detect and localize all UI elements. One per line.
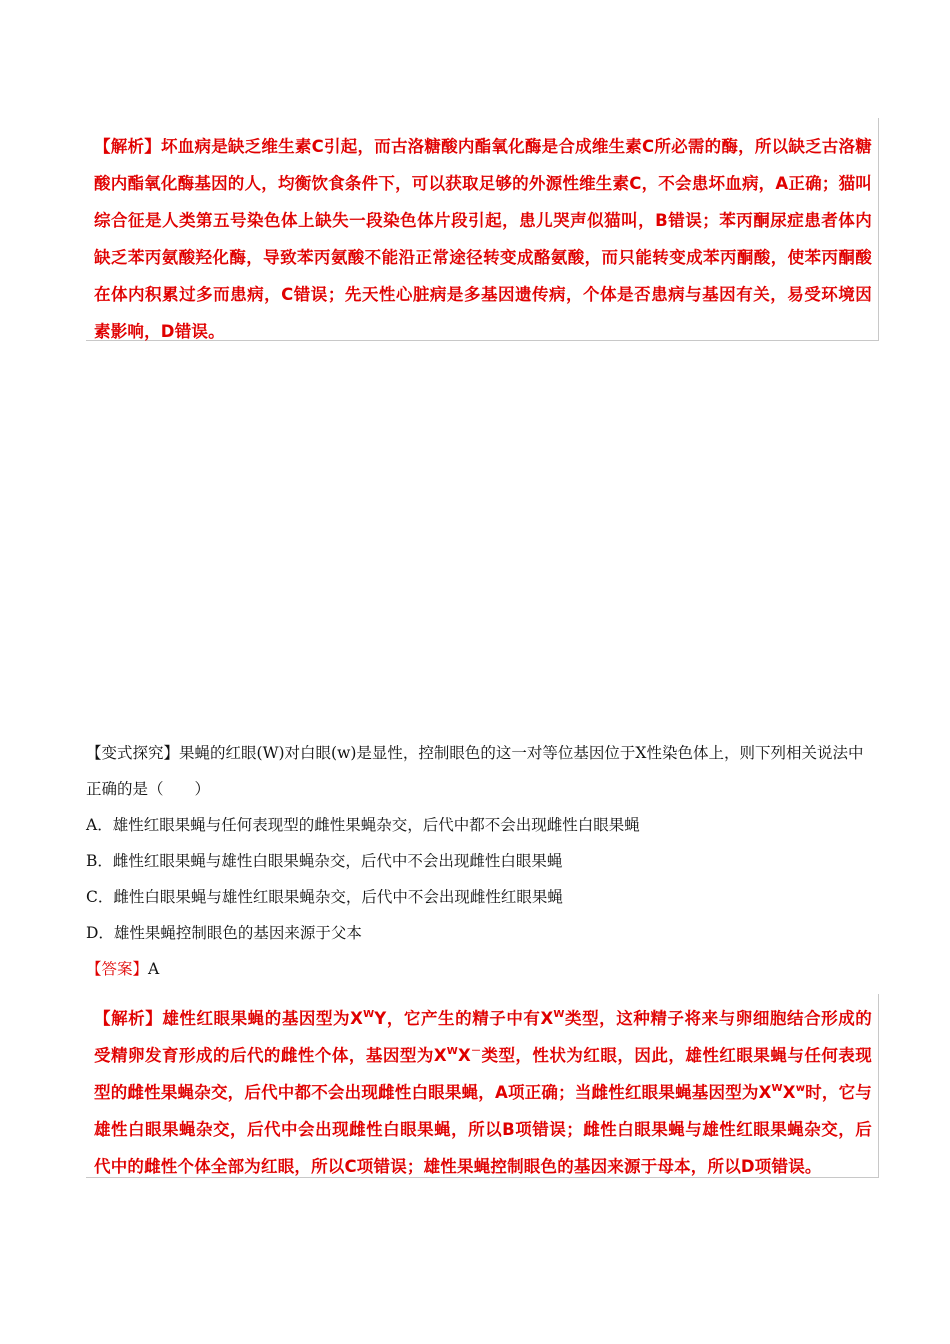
question-tag: 【变式探究】 <box>86 744 180 762</box>
analysis-2-sup1: W <box>363 1009 375 1020</box>
analysis-2-part6: X <box>782 1083 796 1102</box>
analysis-2-part5: 类型，性状为红眼，因此，雄性红眼果蝇与任何表现型的雌性果蝇杂交，后代中都不会出现雌性白眼果蝇，A项正确；当雌性红眼果蝇基因型为X <box>94 1046 873 1102</box>
analysis-2-sup6: w <box>795 1083 806 1094</box>
analysis-2-part3: 类型，这种精子将来与卵细胞结合形成的受精卵发育形成的后代的雌性个体，基因型为X <box>94 1009 872 1065</box>
analysis-2-part4: X <box>458 1046 471 1065</box>
analysis-2-part1: 雄性红眼果蝇的基因型为X <box>162 1009 364 1028</box>
option-d: D．雄性果蝇控制眼色的基因来源于父本 <box>86 924 362 942</box>
analysis-1-tag: 【解析】 <box>94 137 161 156</box>
analysis-2-sup2: W <box>553 1009 565 1020</box>
option-a: A．雄性红眼果蝇与任何表现型的雌性果蝇杂交，后代中都不会出现雌性白眼果蝇 <box>86 816 640 834</box>
analysis-box-2 <box>86 994 879 1178</box>
variant-question <box>86 735 876 987</box>
answer-line <box>86 951 876 987</box>
answer-tag: 【答案】 <box>86 960 149 978</box>
analysis-2-sup4: － <box>470 1046 482 1057</box>
analysis-1-text: 坏血病是缺乏维生素C引起，而古洛糖酸内酯氧化酶是合成维生素C所必需的酶，所以缺乏古洛糖酸内酯氧化酶基因的人，均衡饮食条件下，可以获取足够的外源性维生素C，不会患坏血病，A正确；猫叫综合征是人类第五号染色体上缺失一段染色体片段引起，患儿哭声似猫叫，B错误；苯丙酮尿症患者体内缺乏苯丙氨酸羟化酶，导致苯丙氨酸不能沿正常途径转变成酪氨酸，而只能转变成苯丙酮酸，使苯丙酮酸在体内积累过多而患病，C错误；先天性心脏病是多基因遗传病，个体是否患病与基因有关，易受环境因素影响，D错误。 <box>94 137 872 341</box>
analysis-2-sup3: W <box>446 1046 459 1057</box>
analysis-2-sup5: W <box>771 1083 783 1094</box>
analysis-2-part7: 时，它与雄性白眼果蝇杂交，后代中会出现雌性白眼果蝇，所以B项错误；雌性白眼果蝇与雄性红眼果蝇杂交，后代中的雌性个体全部为红眼，所以C项错误；雄性果蝇控制眼色的基因来源于母本，所以D项错误。 <box>94 1083 872 1176</box>
analysis-2-part2: Y，它产生的精子中有X <box>374 1009 554 1028</box>
question-stem-text: 果蝇的红眼(W)对白眼(w)是显性，控制眼色的这一对等位基因位于X性染色体上，则下列相关说法中正确的是（ ） <box>86 744 864 798</box>
analysis-box-1 <box>86 118 879 341</box>
question-stem <box>86 735 876 807</box>
option-b: B．雌性红眼果蝇与雄性白眼果蝇杂交，后代中不会出现雌性白眼果蝇 <box>86 852 563 870</box>
answer-value: A <box>148 960 160 978</box>
analysis-1-paragraph <box>94 128 872 350</box>
option-c: C．雌性白眼果蝇与雄性红眼果蝇杂交，后代中不会出现雌性红眼果蝇 <box>86 888 563 906</box>
analysis-2-paragraph <box>94 1000 872 1185</box>
analysis-2-tag: 【解析】 <box>94 1009 163 1028</box>
